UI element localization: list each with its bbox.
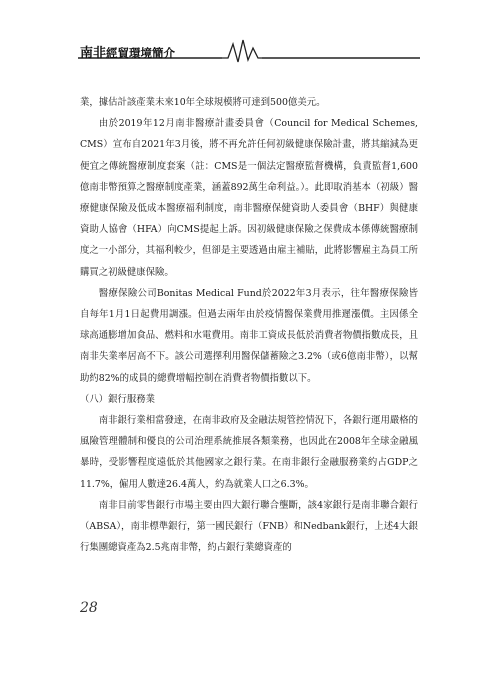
header-title-rest: 經貿環境簡介 xyxy=(106,46,176,60)
section-heading-banking: （八）銀行服務業 xyxy=(80,393,156,405)
body-text xyxy=(80,92,418,558)
header-title xyxy=(80,42,175,61)
header-title-country: 南非 xyxy=(80,46,107,61)
paragraph-bonitas: 醫療保險公司Bonitas Medical Fund於2022年3月表示，往年醫療保險皆自每年1月1日起費用調漲。但過去兩年由於疫情醫保業費用推遲漲價。主因係全球高通膨增加食品、燃料和水電費用。南非工資成長低於消費者物價指數成長，且南非失業率居高不下。該公司選擇利用醫保儲蓄險之3.2%（或6億南非幣），以幫助約82%的成員的總費增幅控制在消費者物價指數以下。 xyxy=(80,287,418,384)
paragraph-continuation: 業，據估計該產業未來10年全球規模將可達到500億美元。 xyxy=(80,97,326,108)
page-header xyxy=(0,34,480,64)
paragraph-cms: 由於2019年12月南非醫療計畫委員會（Council for Medical Schemes, CMS）宣布自2021年3月後，將不再允許任何初級健康保險計畫，將其縮減為更便宜之傳統醫療制度套案（註：CMS是一個法定醫療監督機構，負責監督1,600億南非幣預算之醫療制度產業，涵蓋892萬生命利益。）。此即取消基本（初級）醫療健康保險及低成本醫療福利制度，南非醫療保健資助人委員會（BHF）與健康資助人協會（HFA）向CMS提起上訴。因初級健康保險之保費成本係傳統醫療制度之一小部分，其福利較少，但卻是主要透過由雇主補貼，此將影響雇主為員工所購買之初級健康保險。 xyxy=(80,118,418,278)
paragraph-retail-banks: 南非目前零售銀行市場主要由四大銀行聯合壟斷，該4家銀行是南非聯合銀行（ABSA），南非標準銀行，第一國民銀行（FNB）和Nedbank銀行，上述4大銀行集團總資產為2.5兆南非幣，約占銀行業總資產的 xyxy=(80,499,418,554)
page-number: 28 xyxy=(80,600,98,616)
paragraph-banking-overview: 南非銀行業相當發達，在南非政府及金融法規管控情況下，各銀行運用嚴格的風險管理體制和優良的公司治理系統推展各類業務，也因此在2008年全球金融風暴時，受影響程度遠低於其他國家之銀行業。在南非銀行金融服務業約占GDP之11.7%，僱用人數達26.4萬人，約為就業人口之6.3%。 xyxy=(80,415,418,490)
header-rule-with-pulse-icon xyxy=(0,34,480,64)
